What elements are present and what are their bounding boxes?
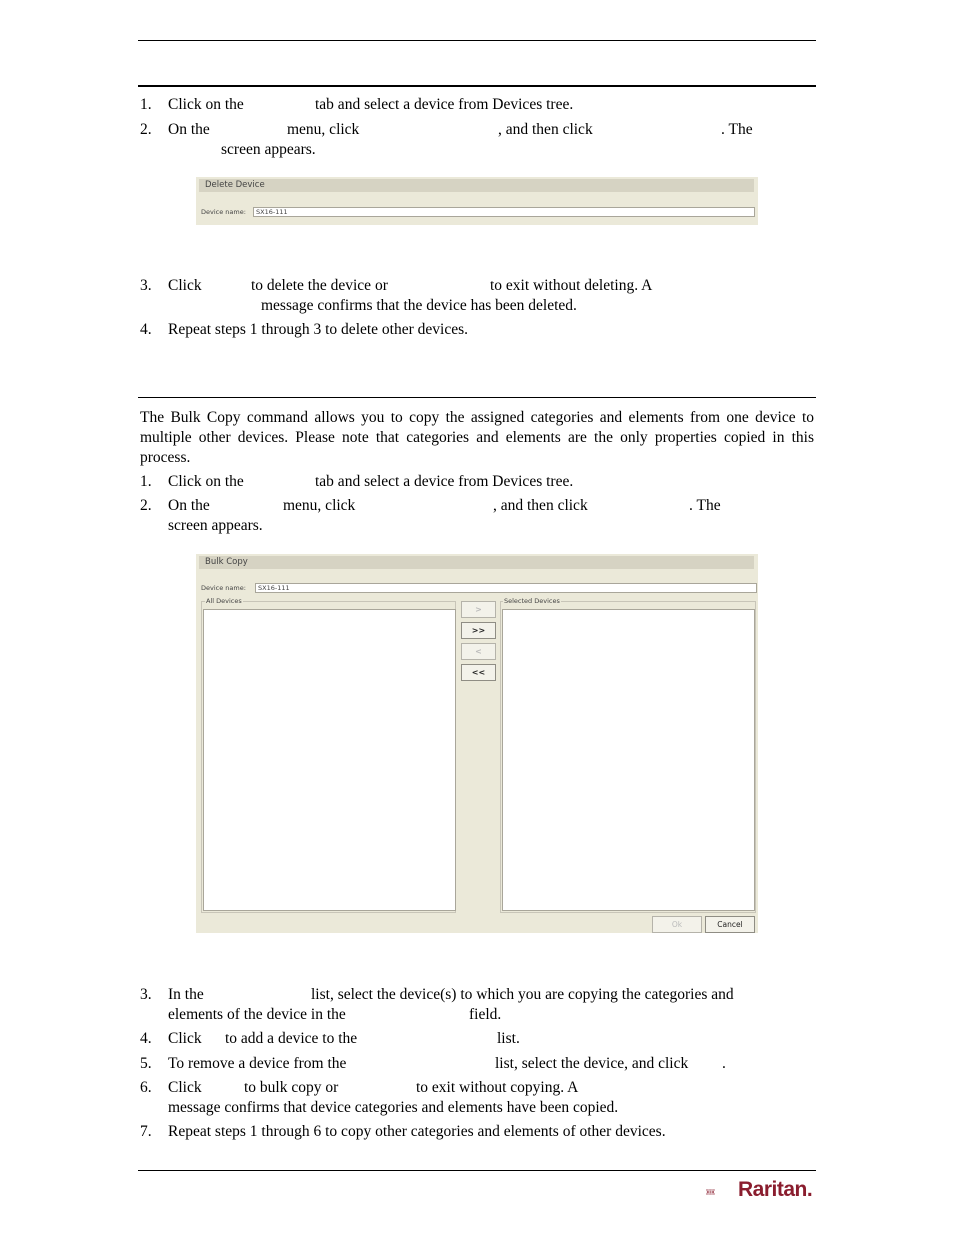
device-name-label: Device name: bbox=[201, 208, 246, 216]
step-text: menu, click bbox=[287, 121, 360, 138]
step-text: screen appears. bbox=[168, 517, 263, 534]
cancel-button[interactable]: Cancel bbox=[705, 916, 755, 933]
header-rule bbox=[138, 40, 816, 41]
step-text: to delete the device or bbox=[251, 277, 388, 294]
section-rule-bulk bbox=[138, 397, 816, 398]
step-text: Click on the bbox=[168, 96, 244, 113]
step-text: On the bbox=[168, 497, 210, 514]
ok-button[interactable]: Ok bbox=[652, 916, 702, 933]
all-devices-list[interactable] bbox=[203, 609, 456, 911]
step-text: list. bbox=[497, 1030, 520, 1047]
step-number: 4. bbox=[140, 321, 152, 338]
step-number: 1. bbox=[140, 473, 152, 490]
raritan-logo-text: Raritan. bbox=[738, 1178, 813, 1201]
step-text: . The bbox=[721, 121, 753, 138]
device-name-field[interactable]: SX16-111 bbox=[253, 207, 755, 217]
device-name-field[interactable]: SX16-111 bbox=[255, 583, 757, 593]
step-number: 7. bbox=[140, 1123, 152, 1140]
dialog-title: Bulk Copy bbox=[199, 556, 754, 569]
step-text: to exit without deleting. A bbox=[490, 277, 653, 294]
step-text: to bulk copy or bbox=[244, 1079, 339, 1096]
selected-devices-list[interactable] bbox=[502, 609, 755, 911]
delete-device-screenshot bbox=[196, 177, 758, 225]
step-text: . bbox=[722, 1055, 726, 1072]
step-text: . The bbox=[689, 497, 721, 514]
step-text: , and then click bbox=[493, 497, 588, 514]
step-number: 6. bbox=[140, 1079, 152, 1096]
step-text: On the bbox=[168, 121, 210, 138]
remove-button[interactable]: < bbox=[461, 643, 496, 660]
step-text: list, select the device(s) to which you are copying the categories and bbox=[311, 986, 734, 1003]
step-text: Repeat steps 1 through 6 to copy other categories and elements of other devices. bbox=[168, 1123, 666, 1140]
step-number: 4. bbox=[140, 1030, 152, 1047]
step-text: Click on the bbox=[168, 473, 244, 490]
add-all-button[interactable]: >> bbox=[461, 622, 496, 639]
step-text: menu, click bbox=[283, 497, 356, 514]
step-text: field. bbox=[469, 1006, 502, 1023]
step-text: In the bbox=[168, 986, 204, 1003]
add-button[interactable]: > bbox=[461, 601, 496, 618]
footer-rule bbox=[138, 1170, 816, 1171]
step-text: Click bbox=[168, 1079, 202, 1096]
step-number: 5. bbox=[140, 1055, 152, 1072]
remove-all-button[interactable]: << bbox=[461, 664, 496, 681]
all-devices-label: All Devices bbox=[206, 597, 242, 605]
step-text: to exit without copying. A bbox=[416, 1079, 579, 1096]
step-text: , and then click bbox=[498, 121, 593, 138]
step-text: message confirms that the device has been deleted. bbox=[261, 297, 577, 314]
step-text: screen appears. bbox=[221, 141, 316, 158]
raritan-logo-icon bbox=[706, 1180, 738, 1204]
step-text: list, select the device, and click bbox=[495, 1055, 689, 1072]
bulk-copy-screenshot bbox=[196, 554, 758, 933]
step-text: tab and select a device from Devices tree. bbox=[315, 473, 574, 490]
device-name-label: Device name: bbox=[201, 584, 246, 592]
step-text: to add a device to the bbox=[225, 1030, 358, 1047]
step-text: message confirms that device categories and elements have been copied. bbox=[168, 1099, 619, 1116]
step-text: tab and select a device from Devices tree. bbox=[315, 96, 574, 113]
step-text: Click bbox=[168, 277, 202, 294]
step-number: 1. bbox=[140, 96, 152, 113]
step-number: 2. bbox=[140, 497, 152, 514]
bulk-copy-intro: The Bulk Copy command allows you to copy the assigned categories and elements from one device to multiple other devices. Please note that categories and elements are the only properties copied in this process. bbox=[140, 409, 814, 466]
step-text: elements of the device in the bbox=[168, 1006, 346, 1023]
selected-devices-label: Selected Devices bbox=[504, 597, 560, 605]
step-text: Repeat steps 1 through 3 to delete other devices. bbox=[168, 321, 469, 338]
section-rule-delete bbox=[138, 85, 816, 87]
step-text: Click bbox=[168, 1030, 202, 1047]
dialog-title: Delete Device bbox=[199, 179, 754, 192]
step-number: 2. bbox=[140, 121, 152, 138]
step-text: To remove a device from the bbox=[168, 1055, 347, 1072]
step-number: 3. bbox=[140, 277, 152, 294]
step-number: 3. bbox=[140, 986, 152, 1003]
